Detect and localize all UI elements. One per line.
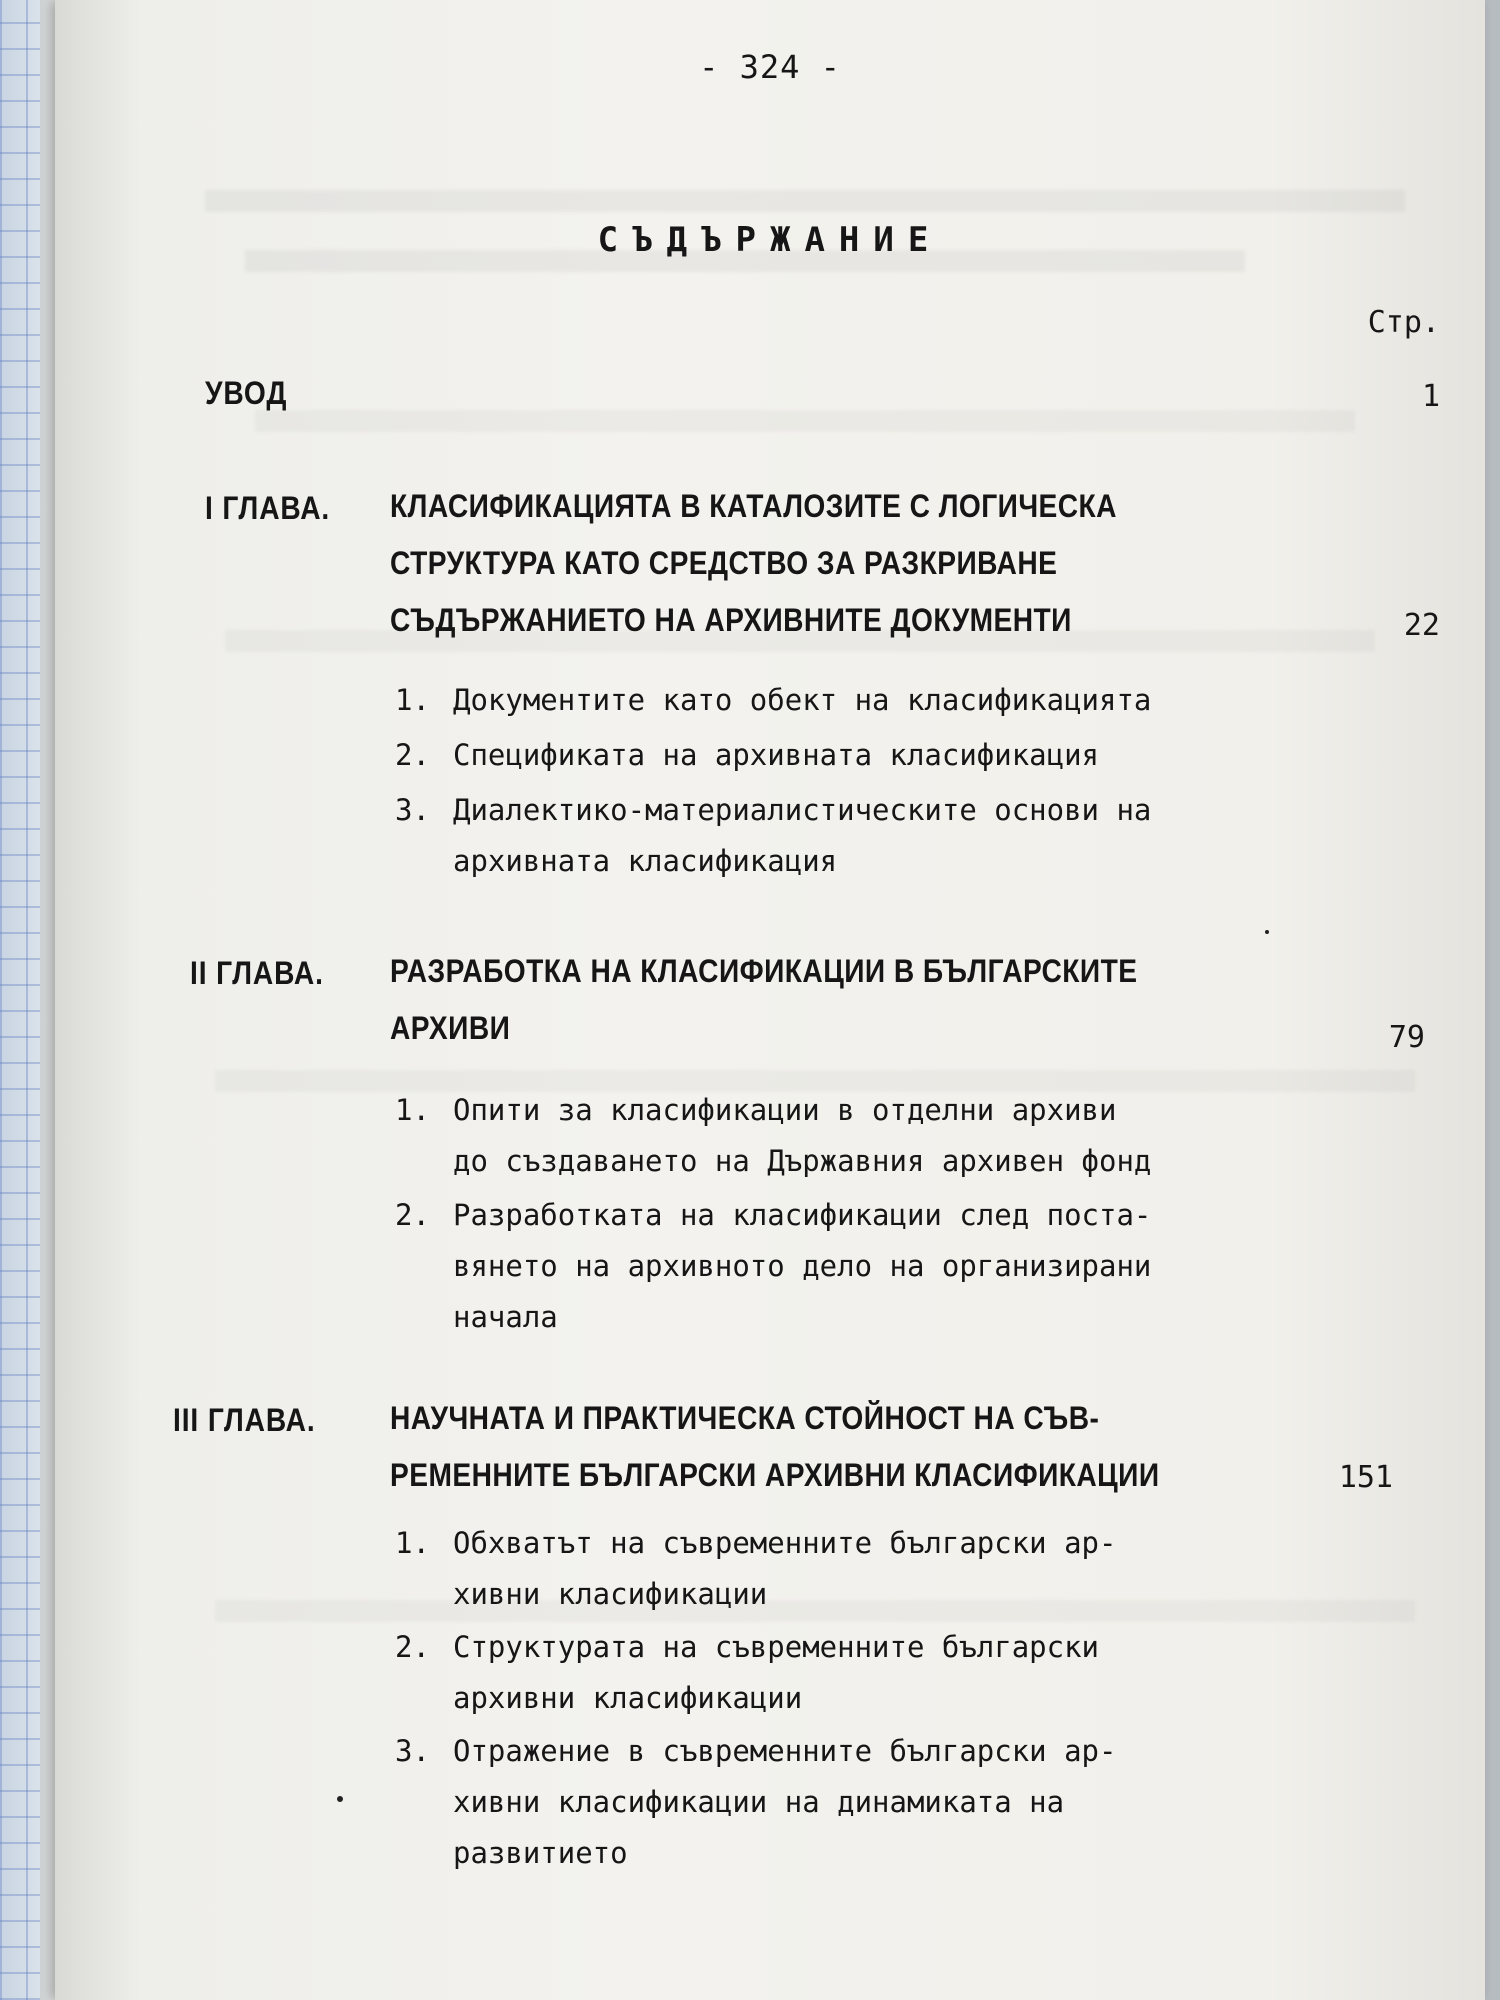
section-title-line: Обхватът на съвременните български ар- bbox=[453, 1526, 1117, 1560]
section-number: 1. bbox=[395, 683, 430, 717]
section-number: 2. bbox=[395, 1630, 430, 1664]
chapter-page: 151 bbox=[1338, 1460, 1393, 1495]
section-number: 3. bbox=[395, 1734, 430, 1768]
section-title-line: хивни класификации bbox=[453, 1577, 768, 1611]
section-title bbox=[453, 1726, 1116, 1879]
chapter-title-line: РАЗРАБОТКА НА КЛАСИФИКАЦИИ В БЪЛГАРСКИТЕ bbox=[390, 953, 1138, 989]
section-title-line: Спецификата на архивната класификация bbox=[453, 738, 1100, 772]
chapter-label: III ГЛАВА. bbox=[173, 1402, 316, 1438]
section-title-line: архивни класификации bbox=[453, 1681, 803, 1715]
intro-page: 1 bbox=[1421, 379, 1440, 414]
section-title bbox=[453, 785, 1151, 887]
section-title bbox=[453, 1190, 1151, 1343]
chapter-label: II ГЛАВА. bbox=[190, 955, 324, 991]
document-page bbox=[55, 0, 1485, 2000]
chapter-title-line: НАУЧНАТА И ПРАКТИЧЕСКА СТОЙНОСТ НА СЪВ- bbox=[390, 1400, 1100, 1436]
chapter-title bbox=[390, 1390, 1160, 1504]
section-title-line: архивната класификация bbox=[453, 844, 838, 878]
section-number: 1. bbox=[395, 1526, 430, 1560]
chapter-label: I ГЛАВА. bbox=[205, 490, 331, 526]
section-title bbox=[453, 1085, 1151, 1187]
section-title bbox=[453, 1622, 1099, 1724]
section-title-line: Структурата на съвременните български bbox=[453, 1630, 1100, 1664]
section-title-line: Диалектико-материалистическите основи на bbox=[453, 793, 1152, 827]
section-title bbox=[453, 730, 1099, 781]
chapter-page: 79 bbox=[1388, 1020, 1425, 1055]
chapter-title-line: РЕМЕННИТЕ БЪЛГАРСКИ АРХИВНИ КЛАСИФИКАЦИИ bbox=[390, 1457, 1160, 1493]
intro-label: УВОД bbox=[205, 375, 288, 411]
ink-speck bbox=[337, 1796, 343, 1802]
page-column-header: Стр. bbox=[1367, 305, 1440, 340]
section-number: 2. bbox=[395, 738, 430, 772]
section-title-line: хивни класификации на динамиката на bbox=[453, 1785, 1065, 1819]
section-number: 2. bbox=[395, 1198, 430, 1232]
chapter-title bbox=[390, 478, 1117, 649]
chapter-page: 22 bbox=[1403, 608, 1440, 643]
document-title: СЪДЪРЖАНИЕ bbox=[597, 220, 943, 260]
section-number: 1. bbox=[395, 1093, 430, 1127]
section-title-line: Опити за класификации в отделни архиви bbox=[453, 1093, 1117, 1127]
section-title-line: Отражение в съвременните български ар- bbox=[453, 1734, 1117, 1768]
chapter-title-line: АРХИВИ bbox=[390, 1010, 511, 1046]
section-title-line: начала bbox=[453, 1300, 558, 1334]
section-title bbox=[453, 1518, 1116, 1620]
chapter-title-line: СЪДЪРЖАНИЕТО НА АРХИВНИТЕ ДОКУМЕНТИ bbox=[390, 602, 1072, 638]
chapter-title bbox=[390, 943, 1137, 1057]
chapter-title-line: СТРУКТУРА КАТО СРЕДСТВО ЗА РАЗКРИВАНЕ bbox=[390, 545, 1058, 581]
section-number: 3. bbox=[395, 793, 430, 827]
section-title-line: до създаването на Държавния архивен фонд bbox=[453, 1144, 1152, 1178]
ink-speck bbox=[1265, 930, 1269, 934]
chapter-title-line: КЛАСИФИКАЦИЯТА В КАТАЛОЗИТЕ С ЛОГИЧЕСКА bbox=[390, 488, 1117, 524]
section-title-line: Документите като обект на класификацията bbox=[453, 683, 1152, 717]
section-title-line: вянето на архивното дело на организирани bbox=[453, 1249, 1152, 1283]
section-title-line: Разработката на класификации след поста- bbox=[453, 1198, 1152, 1232]
section-title-line: развитието bbox=[453, 1836, 628, 1870]
section-title bbox=[453, 675, 1151, 726]
page-number: - 324 - bbox=[699, 48, 841, 86]
